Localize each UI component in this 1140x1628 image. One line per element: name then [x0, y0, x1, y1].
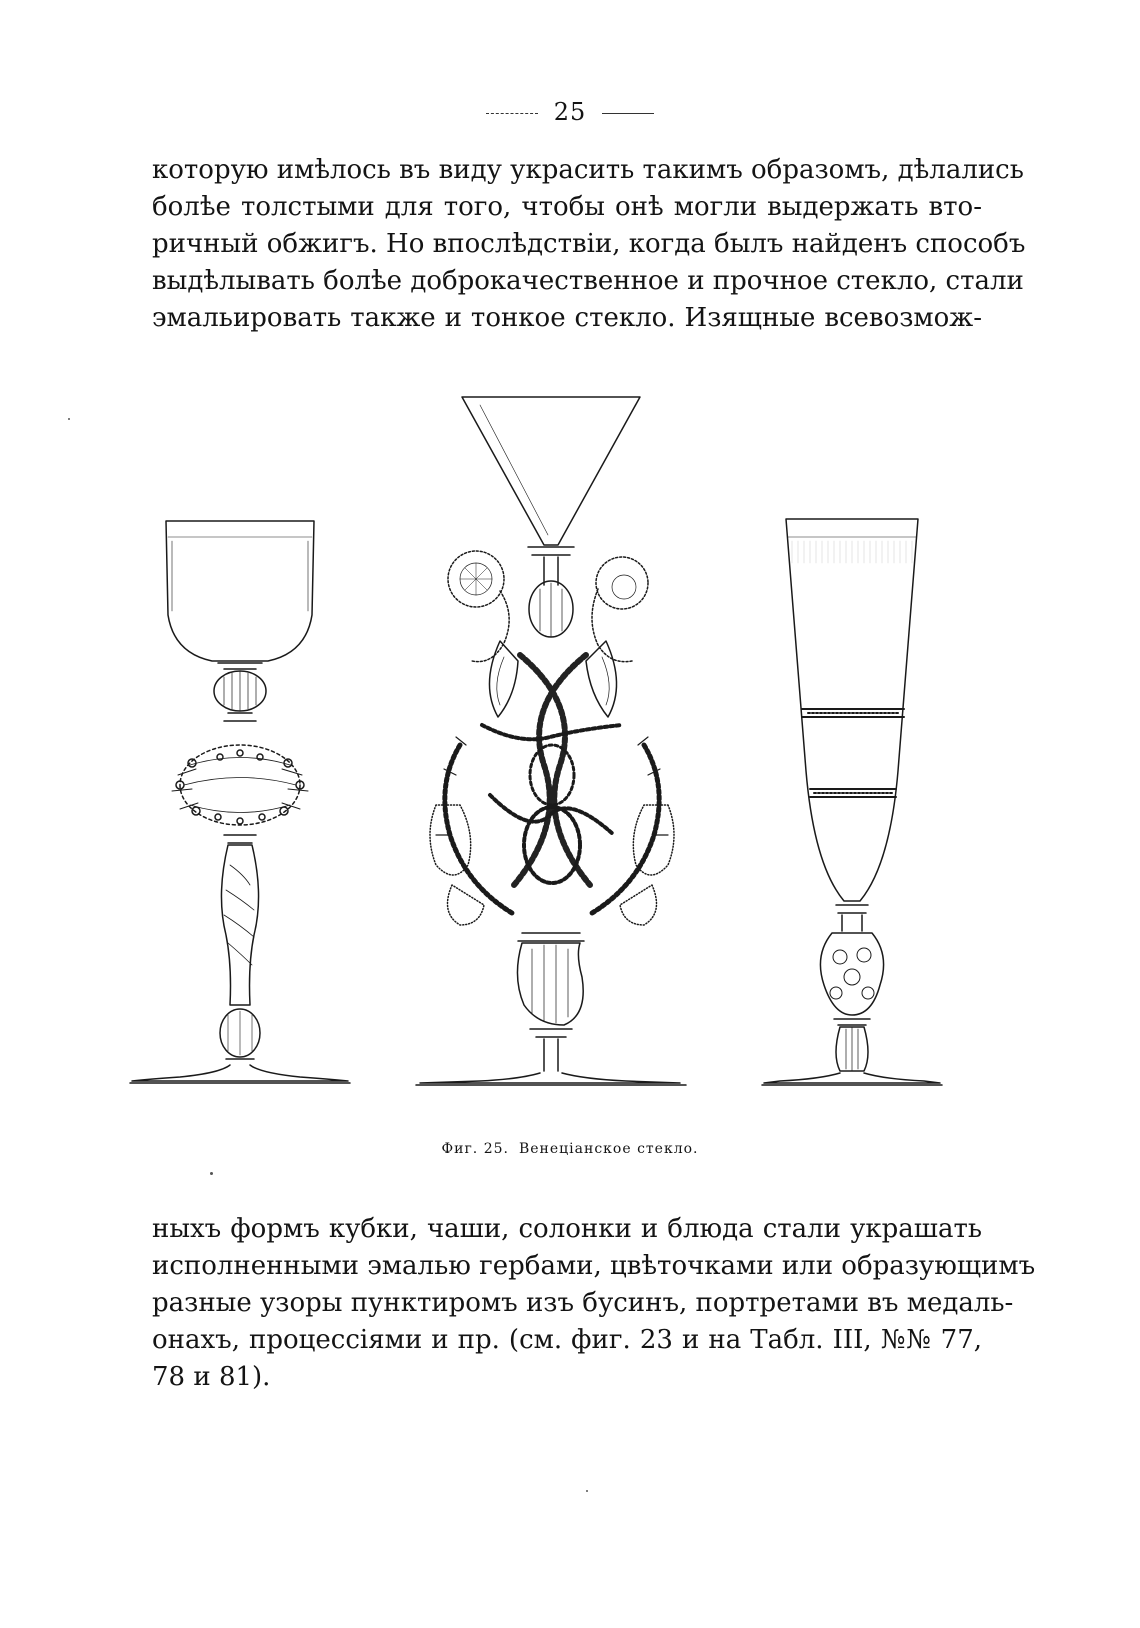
text-line: ныхъ формъ кубки, чаши, солонки и блюда стали украшать [152, 1214, 982, 1244]
flute-illustration-right [762, 519, 942, 1085]
print-speck [586, 1490, 588, 1492]
paragraph-top [152, 152, 1026, 337]
figure-number: Фиг. 25. [441, 1141, 509, 1157]
figure-venetian-glass [120, 365, 980, 1125]
paragraph-bottom [152, 1211, 1036, 1396]
text-line: исполненными эмалью гербами, цвѣточками или образующимъ [152, 1251, 1036, 1281]
header-dash-right [602, 113, 654, 114]
print-speck [210, 1172, 213, 1175]
figure-caption [0, 1141, 1140, 1157]
page-number: 25 [553, 98, 587, 126]
text-line: ричный обжигъ. Но впослѣдствіи, когда былъ найденъ способъ [152, 229, 1026, 259]
text-line: эмальировать также и тонкое стекло. Изящные всевозмож- [152, 303, 982, 333]
page-header [0, 98, 1140, 126]
text-line: 78 и 81). [152, 1362, 271, 1392]
text-line: выдѣлывать болѣе доброкачественное и прочное стекло, стали [152, 266, 1024, 296]
text-line: болѣе толстыми для того, чтобы онѣ могли выдержать вто- [152, 192, 982, 222]
figure-caption-text: Венеціанское стекло. [518, 1141, 699, 1157]
print-speck [68, 418, 70, 420]
goblet-illustration-center [416, 397, 686, 1085]
header-dash-left [486, 113, 538, 114]
goblet-illustration-left [130, 521, 350, 1083]
text-line: которую имѣлось въ виду украсить такимъ образомъ, дѣлались [152, 155, 1024, 185]
text-line: онахъ, процессіями и пр. (см. фиг. 23 и на Табл. III, №№ 77, [152, 1325, 982, 1355]
text-line: разные узоры пунктиромъ изъ бусинъ, портретами въ медаль- [152, 1288, 1014, 1318]
